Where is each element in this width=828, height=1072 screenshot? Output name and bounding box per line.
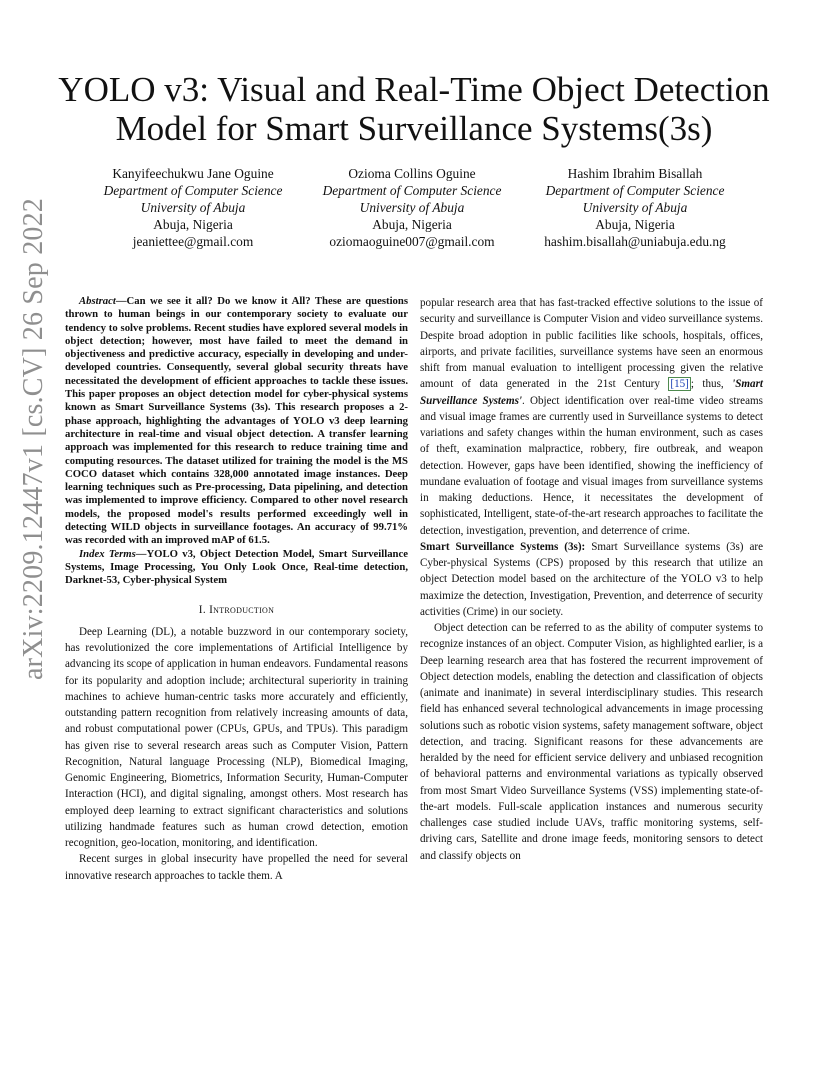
- author-location: Abuja, Nigeria: [153, 217, 233, 232]
- paragraph-text: ; thus,: [690, 378, 733, 391]
- intro-paragraph-1: Deep Learning (DL), a notable buzzword in our contemporary society, has revolutionized the core implementations of Artificial Intelligence by advancing its scope of application in human endeavors. Fundamental reasons for its popularity and adoption include; architectural superiority in training machines to achieve human-centric tasks more accurately and efficiently, outstanding pattern recognition from relatively increasing amounts of data, and robust computational power (CPUs, GPUs, and TPUs). This paradigm has given rise to several research areas such as Computer Vision, Pattern Recognition, Natural language Processing (NLP), Biomedical Imaging, Genomic Engineering, Biometrics, Information Security, Human-Computer Interaction (HCI), and digital signaling, amongst others. Most research has employed deep learning to extract significant characteristics and solutions utilizing handmade features such as human crowd detection, emotion recognition, geo-location, monitoring, and identification.: [65, 625, 408, 850]
- section-heading-introduction: [65, 602, 408, 618]
- paragraph-heading: Smart Surveillance Systems (3s):: [420, 540, 586, 553]
- emphasized-term: 'Smart Surveillance Systems': [420, 378, 763, 407]
- author-name: Hashim Ibrahim Bisallah: [567, 166, 703, 181]
- citation-link[interactable]: [15]: [670, 378, 689, 391]
- author-location: Abuja, Nigeria: [595, 217, 675, 232]
- right-paragraph-1: [420, 295, 763, 539]
- abstract-heading: Abstract: [79, 295, 116, 307]
- index-terms-text: —YOLO v3, Object Detection Model, Smart Surveillance Systems, Image Processing, You Only Look Once, Real-time detection, Darknet-53, Cyber-physical System: [65, 547, 408, 587]
- arxiv-identifier[interactable]: arXiv:2209.12447v1 [cs.CV] 26 Sep 2022: [18, 197, 49, 680]
- author-email: oziomaoguine007@gmail.com: [329, 234, 495, 249]
- author-3: [515, 165, 755, 250]
- author-email: hashim.bisallah@uniabuja.edu.ng: [544, 234, 726, 249]
- author-univ: University of Abuja: [140, 200, 246, 215]
- section-number: I.: [198, 603, 210, 616]
- author-univ: University of Abuja: [359, 200, 465, 215]
- right-paragraph-2: [420, 539, 763, 620]
- right-paragraph-3: Object detection can be referred to as the ability of computer systems to recognize instances of an object. Computer Vision, as highlighted earlier, is a Deep learning research area that has fostered the recurrent improvement of Object detection models, enabling the detection and classification of objects (animate and inanimate) in several interdisciplinary studies. This research field has enhanced several technological advancements in image processing solutions such as robotic vision systems, safety management software, object detection, and tracing. Significant reasons for these advancements are heralded by the need for efficient service delivery and unbiased recognition of behavioral patterns and environmental variations as typically observed from most Smart Video Surveillance Systems (VSS) implementing state-of-the-art models. Full-scale application instances and numerous security challenges case studied include UAVs, traffic monitoring systems, self-driving cars, Satellite and drone image feeds, monitoring sensors to detect and classify objects on: [420, 622, 763, 862]
- abstract-text: —Can we see it all? Do we know it All? These are questions thrown to human beings in our contemporary society to evaluate our tendency to solve problems. Recent studies have explored several models in object detection; however, most have failed to meet the demand in objectiveness and predictive accuracy, especially in developing and under-developed countries. Consequently, several global security threats have necessitated the development of efficient approaches to tackle these issues. This paper proposes an object detection model for cyber-physical systems known as Smart Surveillance Systems (3s). This research proposes a 2-phase approach, highlighting the advantages of YOLO v3 deep learning architecture in real-time and visual object detection. A transfer learning approach was implemented for this research to reduce training time and computing resources. The dataset utilized for training the model is the MS COCO dataset which contains 328,000 annotated image instances. Deep learning techniques such as Pre-processing, Data pipelining, and detection was implemented to improve efficiency. Compared to other novel research models, the proposed model's results performed exceedingly well in detecting WILD objects in surveillance footages. An accuracy of 99.71% was recorded with an improved mAP of 61.5.: [65, 295, 408, 547]
- author-name: Kanyifeechukwu Jane Oguine: [112, 166, 274, 181]
- author-dept: Department of Computer Science: [545, 183, 725, 198]
- section-title: Introduction: [209, 603, 275, 616]
- index-terms-heading: Index Terms: [79, 547, 136, 560]
- author-dept: Department of Computer Science: [322, 183, 502, 198]
- author-name: Ozioma Collins Oguine: [348, 166, 476, 181]
- paragraph-text: popular research area that has fast-tracked effective solutions to the issue of security and surveillance is Computer Vision and video surveillance systems. Despite broad adoption in public facilities like schools, hospitals, offices, airports, and private facilities, surveillance systems have seen an enormous shift from manual evaluation to intelligent processing given the relative amount of data generated in the 21st Century: [420, 297, 763, 391]
- author-email: jeaniettee@gmail.com: [132, 234, 254, 249]
- right-column: [420, 295, 763, 864]
- paper-title: YOLO v3: Visual and Real-Time Object Detection Model for Smart Surveillance Systems(3s): [58, 70, 770, 148]
- left-column: [65, 295, 408, 884]
- abstract: [65, 295, 408, 548]
- paragraph-text: Smart Surveillance systems (3s) are Cyber-physical Systems (CPS) proposed by this research that utilize an object Detection model based on the architecture of the YOLO v3 to help maximize the detection, Investigation, Prevention, and deterrence of security activities (Crime) in our society.: [420, 540, 763, 618]
- author-2: [292, 165, 532, 250]
- paragraph-text: . Object identification over real-time video streams and visual image frames are currently used in Surveillance systems to detect variations and safety changes within the human environment, such as cases of theft, examination malpractice, robbery, fire outbreak, and weapon detection. However, gaps have been identified, showing the inefficiency of mundane evaluation of footage and visual images from surveillance systems in making deductions. Hence, it necessitates the development of sophisticated, Intelligent, state-of-the-art research approaches to facilitate the detection, investigation, prevention, and deterrence of crime.: [420, 394, 763, 537]
- author-1: [73, 165, 313, 250]
- author-location: Abuja, Nigeria: [372, 217, 452, 232]
- index-terms: [65, 548, 408, 588]
- author-dept: Department of Computer Science: [103, 183, 283, 198]
- author-univ: University of Abuja: [582, 200, 688, 215]
- intro-paragraph-2: Recent surges in global insecurity have propelled the need for several innovative research approaches to tackle them. A: [65, 853, 408, 882]
